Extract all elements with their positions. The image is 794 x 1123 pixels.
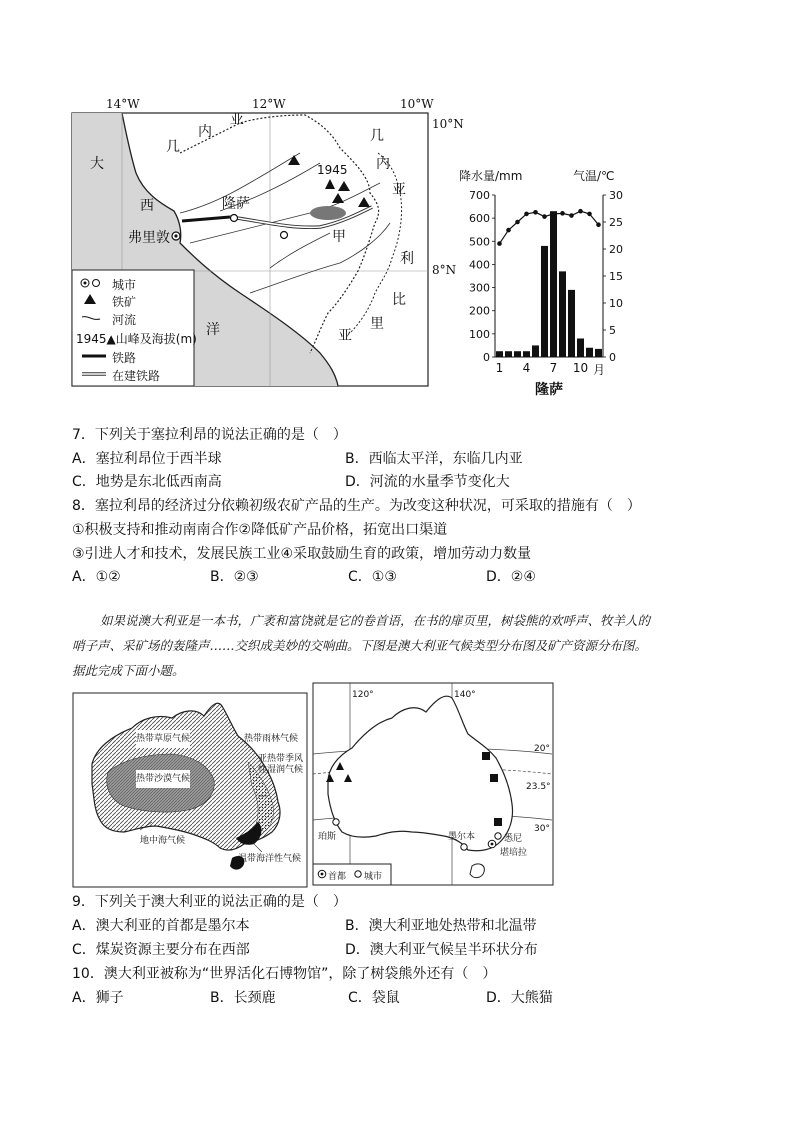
ocean-char-yang: 洋 <box>206 322 220 338</box>
q7-option-d[interactable]: D．河流的水量季节变化大 <box>345 474 510 490</box>
q10-option-d[interactable]: D．大熊猫 <box>486 990 553 1006</box>
temperature-point <box>533 210 538 215</box>
chart-x-tick-label: 10 <box>572 361 589 375</box>
q8-option-b[interactable]: B．②③ <box>210 569 259 585</box>
intro-line-3: 据此完成下面小题。 <box>72 663 185 678</box>
country-char-liberia-bi: 比 <box>392 292 406 308</box>
chart-plot-area <box>455 165 645 400</box>
chart-right-tick-label: 5 <box>609 324 616 337</box>
climate-label-savanna: 热带草原气候 <box>136 730 190 748</box>
chart-right-tick-label: 0 <box>609 351 616 364</box>
climate-label-mediterranean: 地中海气候 <box>140 836 186 846</box>
q9-option-c[interactable]: C．煤炭资源主要分布在西部 <box>72 942 250 958</box>
legend-peak: 1945▲山峰及海拔(m) <box>76 332 197 346</box>
legend-city: 城市 <box>112 278 137 292</box>
intro-line-1: 如果说澳大利亚是一本书，广袤和富饶就是它的卷首语，在书的扉页里，树袋熊的欢呼声、牧羊人的 <box>100 613 651 628</box>
country-char-liberia-ya: 亚 <box>338 328 352 344</box>
legend-river: 河流 <box>112 313 137 327</box>
precip-bar <box>559 271 566 357</box>
legend-railway-building: 在建铁路 <box>112 369 161 383</box>
chart-left-tick-label: 500 <box>469 235 490 249</box>
temperature-point <box>515 220 520 225</box>
city-perth: 珀斯 <box>318 832 337 842</box>
country-char-liberia-li2: 里 <box>370 316 384 332</box>
q7-stem: 7．下列关于塞拉利昂的说法正确的是（ ） <box>72 427 347 443</box>
q7-option-a[interactable]: A．塞拉利昂位于西半球 <box>72 451 222 467</box>
climate-label-oceanic: 温带海洋性气候 <box>238 854 302 864</box>
temperature-point <box>497 241 502 246</box>
q8-option-c[interactable]: C．①③ <box>348 569 397 585</box>
legend-iron: 铁矿 <box>112 295 137 309</box>
lon-label-14w: 14°W <box>106 97 140 111</box>
temperature-point <box>560 211 565 216</box>
precip-bar <box>532 345 539 357</box>
intro-line-2: 哨子声、采矿场的轰隆声……交织成美妙的交响曲。下图是澳大利亚气候类型分布图及矿产资源分布图。 <box>72 638 648 653</box>
chart-left-tick-label: 400 <box>469 258 490 272</box>
temperature-point <box>596 222 601 227</box>
precip-bar <box>568 290 575 357</box>
q7-option-b[interactable]: B．西临太平洋，东临几内亚 <box>345 451 523 467</box>
precip-bar <box>505 351 512 357</box>
q10-option-a[interactable]: A．狮子 <box>72 990 124 1006</box>
chart-right-tick-label: 30 <box>609 189 623 202</box>
chart-left-tick-label: 200 <box>469 304 490 318</box>
q8-statements-2: ③引进人才和技术，发展民族工业④采取鼓励生育的政策，增加劳动力数量 <box>72 546 532 562</box>
chart-left-tick-label: 0 <box>483 351 490 364</box>
temperature-point <box>542 214 547 219</box>
ocean-char-da: 大 <box>90 156 104 172</box>
precip-bar <box>577 338 584 357</box>
mineral-lon-120: 120° <box>352 690 374 700</box>
australia-climate-map <box>72 692 308 888</box>
chart-left-tick-label: 300 <box>469 281 490 295</box>
country-char-guinea2-ji: 几 <box>370 128 384 144</box>
australia-mineral-map <box>312 682 554 886</box>
q10-option-c[interactable]: C．袋鼠 <box>348 990 400 1006</box>
lon-label-10w: 10°W <box>400 97 434 111</box>
place-lungi: 隆萨 <box>222 196 250 212</box>
country-char-guinea-ji: 几 <box>166 139 180 155</box>
lat-label-8n: 8°N <box>432 263 457 277</box>
temperature-line <box>500 211 599 243</box>
lon-label-12w: 12°W <box>252 97 286 111</box>
chart-x-tick-label: 1 <box>495 361 504 375</box>
place-freetown: 弗里敦 <box>128 230 170 246</box>
q9-stem: 9．下列关于澳大利亚的说法正确的是（ ） <box>72 894 347 910</box>
chart-right-tick-label: 20 <box>609 243 623 256</box>
place-jia: 甲 <box>332 229 346 245</box>
q10-stem: 10．澳大利亚被称为“世界活化石博物馆”，除了树袋熊外还有（ ） <box>72 966 497 982</box>
legend-railway: 铁路 <box>112 351 137 365</box>
country-char-guinea-nei: 内 <box>198 124 212 140</box>
ocean-char-xi: 西 <box>140 198 154 214</box>
chart-right-axis-label: 气温/℃ <box>573 169 615 183</box>
country-char-guinea2-ya: 亚 <box>392 182 406 198</box>
chart-right-tick-label: 10 <box>609 297 623 310</box>
mineral-lat-20: 20° <box>534 744 550 754</box>
mineral-legend-capital: 首都 <box>328 872 347 882</box>
q8-stem: 8．塞拉利昂的经济过分依赖初级农矿产品的生产。为改变这种状况，可采取的措施有（ ） <box>72 498 641 514</box>
city-canberra: 堪培拉 <box>500 848 528 858</box>
lat-label-10n: 10°N <box>432 117 464 131</box>
sierra-leone-map <box>70 93 464 389</box>
country-char-guinea2-nei: 内 <box>376 156 390 172</box>
chart-x-unit: 月 <box>593 363 606 377</box>
precip-bar <box>523 351 530 357</box>
temperature-point <box>587 212 592 217</box>
chart-left-axis-label: 降水量/mm <box>459 169 523 183</box>
city-sydney: 悉尼 <box>504 834 523 844</box>
temperature-point <box>506 228 511 233</box>
temperature-point <box>524 212 529 217</box>
climate-label-rainforest: 热带雨林气候 <box>244 734 299 744</box>
temperature-point <box>569 213 574 218</box>
precip-bar <box>586 348 593 357</box>
chart-right-tick-label: 25 <box>609 216 623 229</box>
precip-bar <box>496 351 503 357</box>
country-char-liberia-li: 利 <box>400 251 414 267</box>
chart-left-tick-label: 600 <box>469 212 490 226</box>
country-char-guinea-ya: 亚 <box>230 112 244 128</box>
temperature-point <box>551 212 556 217</box>
q10-option-b[interactable]: B．长颈鹿 <box>210 990 276 1006</box>
q9-option-b[interactable]: B．澳大利亚地处热带和北温带 <box>345 918 537 934</box>
q8-option-a[interactable]: A．①② <box>72 569 121 585</box>
climate-label-subtropical: 亚热带季风 性湿润气候 <box>258 754 304 775</box>
chart-left-tick-label: 700 <box>469 189 490 202</box>
mineral-lat-23-5: 23.5° <box>526 782 551 792</box>
chart-x-tick-label: 4 <box>522 361 531 375</box>
peak-elevation: 1945 <box>317 163 348 177</box>
precip-bar <box>514 351 521 357</box>
precip-bar <box>550 211 557 357</box>
chart-right-tick-label: 15 <box>609 270 623 283</box>
precip-bar <box>595 349 602 357</box>
chart-left-tick-label: 100 <box>469 327 490 341</box>
climate-label-desert: 热带沙漠气候 <box>136 770 190 788</box>
mineral-legend-city: 城市 <box>364 872 383 882</box>
mineral-lon-140: 140° <box>454 690 476 700</box>
q8-statements-1: ①积极支持和推动南南合作②降低矿产品价格，拓宽出口渠道 <box>72 522 448 538</box>
chart-x-tick-label: 7 <box>549 361 558 375</box>
mineral-lat-30: 30° <box>534 824 550 834</box>
q9-option-d[interactable]: D．澳大利亚气候呈半环状分布 <box>345 942 538 958</box>
chart-caption: 隆萨 <box>535 382 563 398</box>
temperature-point <box>578 209 583 214</box>
q9-option-a[interactable]: A．澳大利亚的首都是墨尔本 <box>72 918 250 934</box>
precip-bar <box>541 246 548 357</box>
city-melbourne: 墨尔本 <box>448 832 476 842</box>
q7-option-c[interactable]: C．地势是东北低西南高 <box>72 474 222 490</box>
climate-chart <box>455 165 645 400</box>
q8-option-d[interactable]: D．②④ <box>486 569 536 585</box>
